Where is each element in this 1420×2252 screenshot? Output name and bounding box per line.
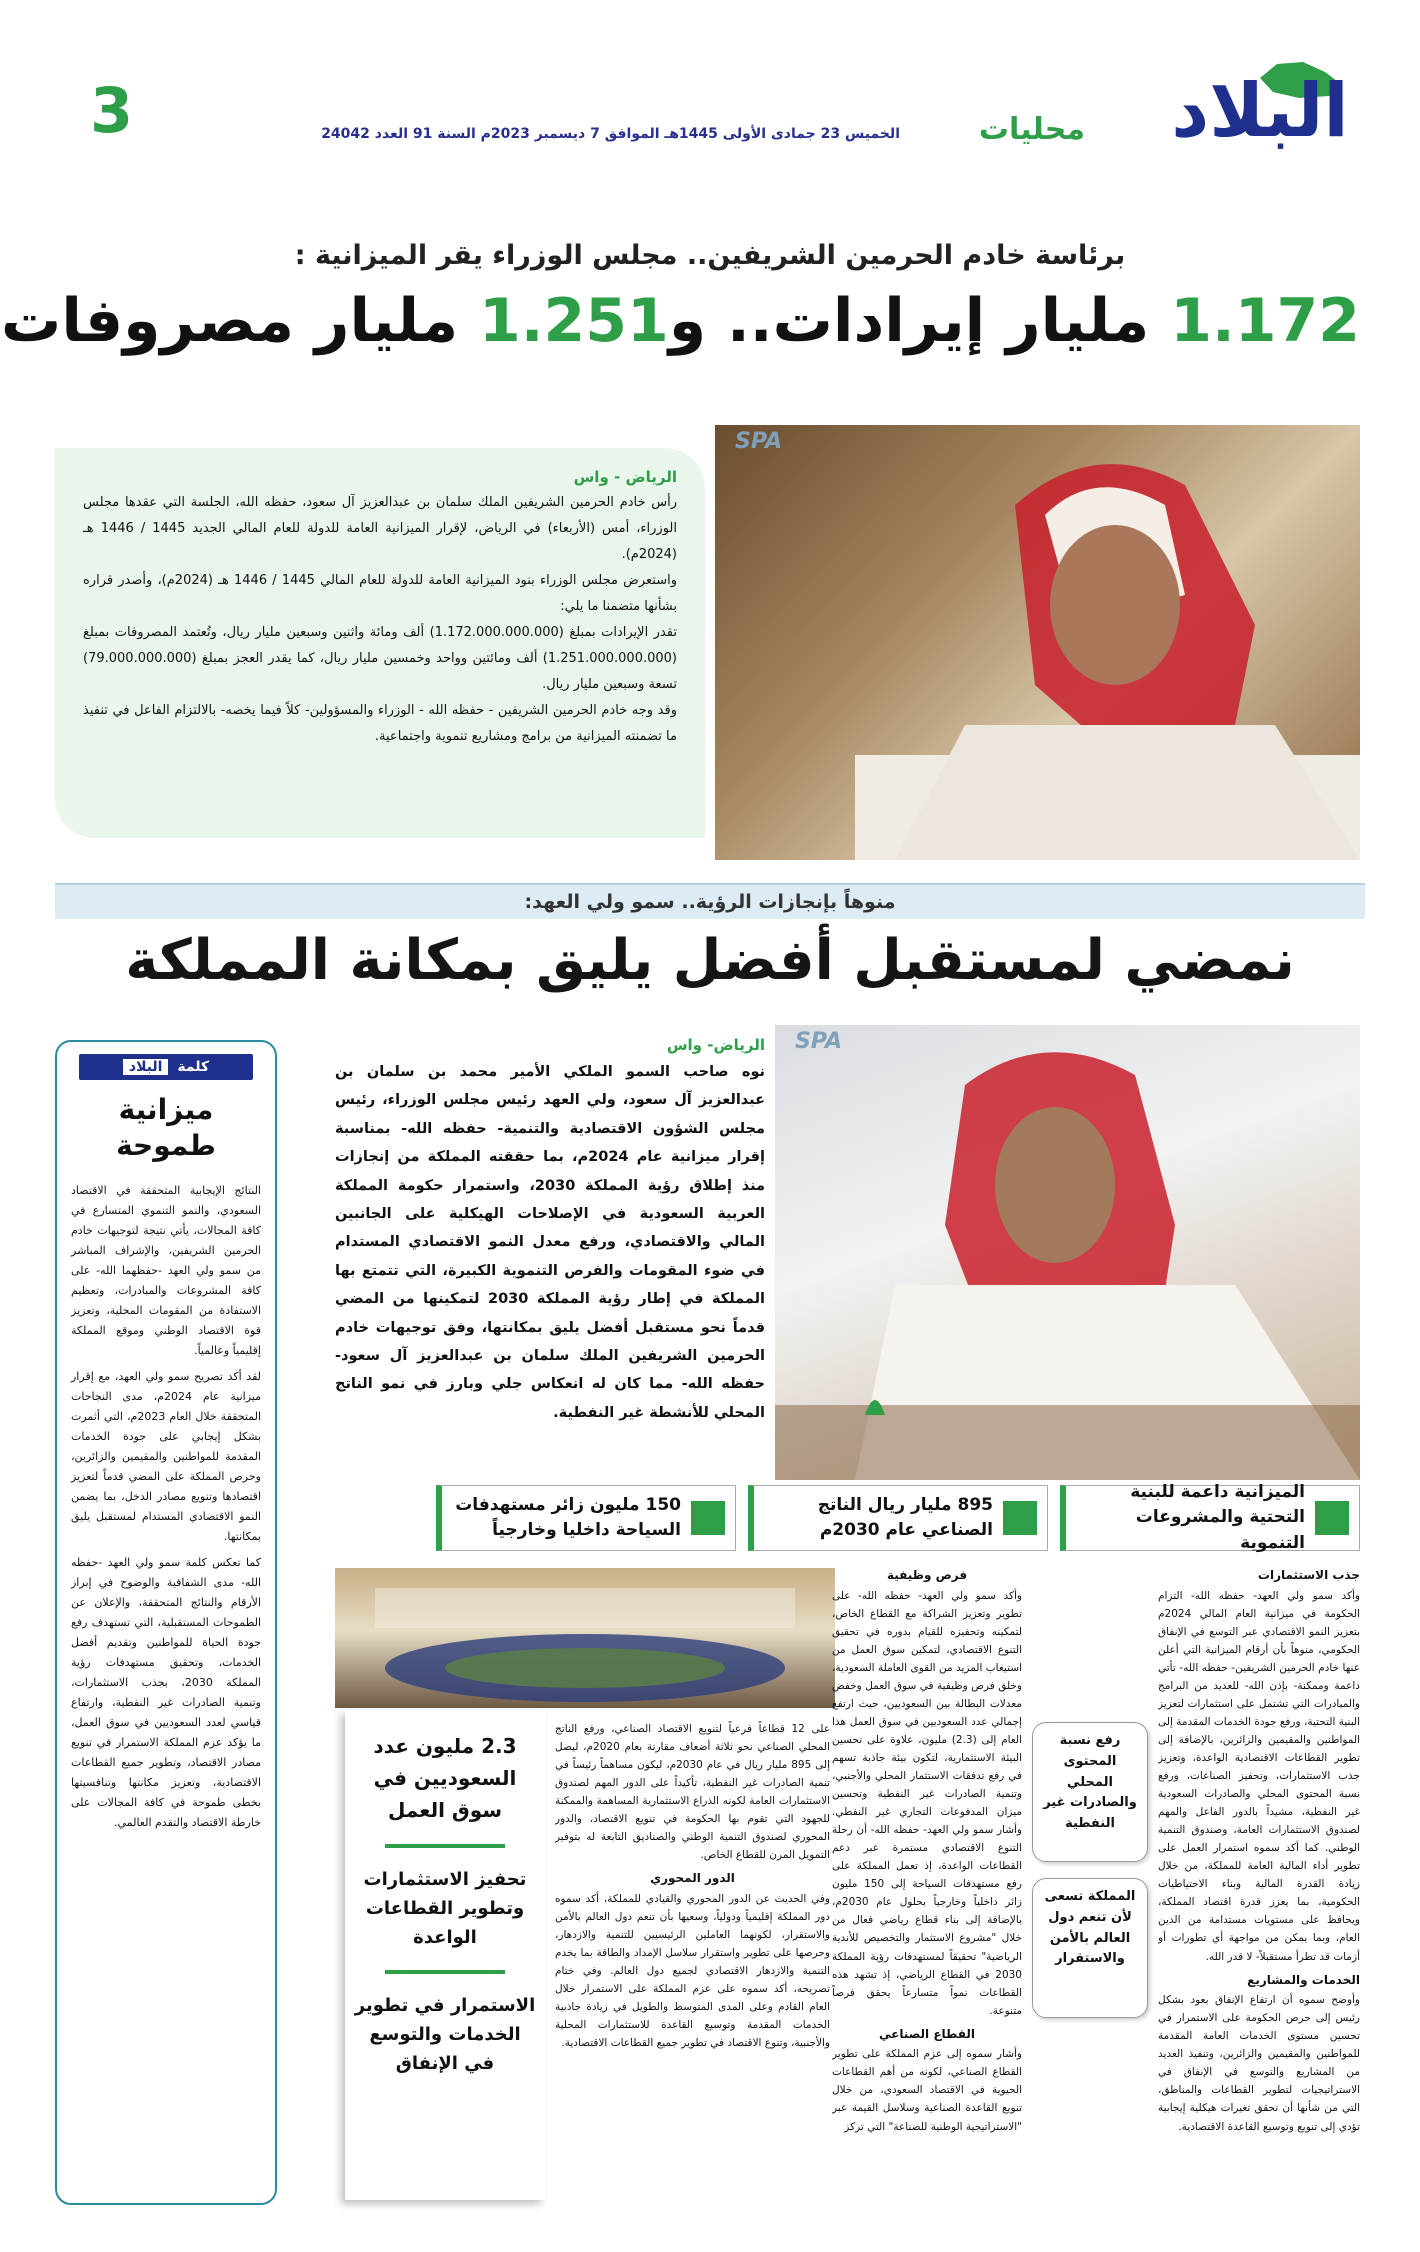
column-heading: الخدمات والمشاريع — [1247, 1972, 1360, 1987]
column-text: على 12 قطاعاً فرعياً لتنويع الاقتصاد الصناعي، ورفع الناتج المحلي الصناعي نحو ثلاثة أضعاف مقارنة بعام 2020م، ليصل إلى 895 مليار ريال في عام 2030م، ليكون مساهماً رئيساً في تنمية الصادرات غير النفطية، تأكيداً على الدور المهم لصندوق الاستثمارات العامة لكونه الذراع الاستثمارية المساهمة والممكنة للجهود التي تقوم بها الحكومة في تنويع الاقتصاد، والدور المحوري لصندوق التنمية الوطني والصناديق التابعة له بتوفير التمويل المرن للقطاع الخاص. — [555, 1723, 830, 1862]
lead-headline — [1, 286, 1360, 356]
masthead — [40, 60, 1385, 170]
column-text: وفي الحديث عن الدور المحوري والقيادي للمملكة، أكد سموه دور المملكة إقليمياً ودولياً، وسعيها بأن تنعم دول العالم بالأمن والاستقرار، لكونهما العاملين الرئيسيين للتنمية والازدهار، وحرصها على تطوير واستقرار سلاسل الإمداد والطاقة بما يخدم التنمية والازدهار الاقتصادي لجميع دول العالم. وفي ختام تصريحه، أكد سموه على عزم المملكة على الاستمرار خلال العام القادم وعلى المدى المتوسط والطويل في زيادة جاذبية الخدمات المقدمة وتوسيع القاعدة للاستثمارات المحلية والأجنبية، وتنوع الاقتصاد في تطوير جميع القطاعات الاقتصادية. — [555, 1892, 830, 2050]
lead-paragraph: تقدر الإيرادات بمبلغ (1.172.000.000.000) ألف ومائة واثنين وسبعين مليار ريال، وتُعتمد المصروفات بمبلغ (1.251.000.000.000) ألف ومائتين وواحد وخمسين مليار ريال، كما يقدر العجز بمبلغ (79.000.000.000) تسعة وسبعين مليار ريال. — [83, 625, 677, 692]
column-text: وأشار سموه إلى عزم المملكة على تطوير القطاع الصناعي، لكونه من أهم القطاعات الحيوية في الاقتصاد السعودي، من خلال تنويع القاعدة الصناعية وسلاسل القيمة عبر "الاستراتيجية الوطنية للصناعة" التي تركز — [832, 2048, 1022, 2133]
divider — [385, 1970, 505, 1974]
lead-kicker: برئاسة خادم الحرمين الشريفين.. مجلس الوزراء يقر الميزانية : — [294, 240, 1126, 271]
highlight-box — [748, 1485, 1048, 1551]
pullquote: الاستمرار في تطوير الخدمات والتوسع في الإنفاق — [354, 1995, 536, 2074]
headline-expense-value: 1.251 — [479, 286, 669, 356]
headline-expense-label: مليار مصروفات — [1, 286, 459, 356]
section-name: محليات — [978, 112, 1085, 147]
side-quote-box — [1032, 1878, 1148, 2018]
crown-prince-photo — [775, 1025, 1360, 1480]
editorial-label-prefix: كلمة — [177, 1059, 210, 1075]
lead-paragraph: رأس خادم الحرمين الشريفين الملك سلمان بن عبدالعزيز آل سعود، حفظه الله، الجلسة التي عقدها مجلس الوزراء، أمس (الأربعاء) في الرياض، لإقرار الميزانية العامة للدولة للعام المالي الجديد 1445 / 1446 هـ (2024م). — [83, 495, 677, 562]
highlight-text: 895 مليار ريال الناتج الصناعي عام 2030م — [817, 1494, 993, 1540]
headline-revenue-value: 1.172 — [1170, 286, 1360, 356]
divider — [385, 1844, 505, 1848]
side-quote: المملكة تسعى لأن تنعم دول العالم بالأمن والاستقرار — [1044, 1889, 1136, 1967]
crown-prince-figure-icon — [775, 1025, 1360, 1480]
cabinet-photo — [335, 1568, 835, 1708]
second-body: نوه صاحب السمو الملكي الأمير محمد بن سلمان بن عبدالعزيز آل سعود، ولي العهد رئيس مجلس الوزراء، رئيس مجلس الشؤون الاقتصادية والتنمية- حفظه الله- بمناسبة إقرار ميزانية عام 2024م، بما حققته المملكة من إنجازات منذ إطلاق رؤية المملكة 2030، واستمرار حكومة المملكة العربية السعودية في الإصلاحات الهيكلية على الجانبين المالي والاقتصادي، ورفع معدل النمو الاقتصادي المستدام في ضوء المقومات والفرص التنموية الكبيرة، التي تتمتع بها المملكة في إطار رؤية المملكة 2030 لتمكينها من المضي قدماً نحو مستقبل أفضل يليق بمكانتها، وفق توجيهات خادم الحرمين الشريفين الملك سلمان بن عبدالعزيز آل سعود- حفظه الله- مما كان له انعكاس جلي وبارز في نمو الناتج المحلي للأنشطة غير النفطية. — [335, 1064, 766, 1421]
king-figure-icon — [715, 425, 1360, 860]
column-text: وأكد سمو ولي العهد- حفظه الله- على تطوير وتعزيز الشراكة مع القطاع الخاص، لتمكينه وتحفيزه للقيام بدوره في تحقيق التنوع الاقتصادي، لتمكين سوق العمل من استيعاب المزيد من القوى العاملة السعودية، وخلق فرص وظيفية في سوق العمل وخفض معدلات البطالة بين السعوديين، حيث ارتفع إجمالي عدد السعوديين في سوق العمل هذا العام إلى (2.3) مليون، علاوة على تحسين البيئة الاستثمارية، لتكون بيئة جاذبة تسهم في رفع تدفقات الاستثمار المحلي والأجنبي، وتنمية الصادرات غير النفطية وتحسين ميزان المدفوعات التجاري غير النفطي. وأشار سمو ولي العهد- حفظه الله- أن رحلة التنوع الاقتصادي مستمرة عبر دعم القطاعات الواعدة، إذ تعمل المملكة على رفع مستهدفات السياحة إلى 150 مليون زائر داخلياً وخارجياً بحلول عام 2030م، بالإضافة إلى بناء قطاع رياضي فعال من خلال "مشروع الاستثمار والتخصيص للأندية الرياضية" تحقيقاً لمستهدفات رؤية المملكة 2030 في القطاع الرياضي، إذ تشهد هذه القطاعات نمواً متسارعاً يحقق فرصاً متنوعة. — [832, 1589, 1022, 2017]
highlight-text: الميزانية داعمة للبنية التحتية والمشروعات التنموية — [1130, 1481, 1305, 1553]
dateline: الخميس 23 جمادى الأولى 1445هـ الموافق 7 ديسمبر 2023م السنة 91 العدد 24042 — [321, 126, 900, 142]
pullquote: 2.3 مليون عدد السعوديين في سوق العمل — [373, 1734, 517, 1822]
column-b — [832, 1565, 1022, 2215]
pullquote: تحفيز الاستثمارات وتطوير القطاعات الواعدة — [363, 1869, 527, 1948]
editorial-box — [55, 1040, 277, 2205]
lead-dateline: الرياض - واس — [573, 468, 677, 486]
lead-paragraph: وقد وجه خادم الحرمين الشريفين - حفظه الله - الوزراء والمسؤولين- كلاً فيما يخصه- بالالتزام الفاعل في تنفيذ ما تضمنته الميزانية من برامج ومشاريع تنموية واجتماعية. — [83, 703, 677, 744]
editorial-paragraph: لقد أكد تصريح سمو ولي العهد، مع إقرار ميزانية عام 2024م، مدى النجاحات المتحققة خلال العام 2023م، التي أثمرت بشكل إيجابي على جودة الخدمات المقدمة للمواطنين والمقيمين والزائرين، وحرص المملكة على المضي قدماً لتعزيز اقتصادها وتنويع مصادر الدخل، بما يضمن النمو الاقتصادي المستدام لمستقبل يليق بمكانتها. — [71, 1369, 262, 1544]
page-number: 3 — [90, 74, 134, 147]
second-kicker-bar — [55, 883, 1365, 919]
column-heading: فرص وظيفية — [886, 1568, 968, 1582]
headline-revenue-label: مليار إيرادات.. و — [668, 286, 1150, 356]
second-dateline: الرياض- واس — [666, 1036, 765, 1054]
lead-paragraph: واستعرض مجلس الوزراء بنود الميزانية العامة للدولة للعام المالي 1445 / 1446 هـ (2024م)، وأصدر قراره بشأنها متضمنا ما يلي: — [83, 573, 677, 614]
photo-badge: SPA — [735, 429, 782, 454]
highlight-box — [1060, 1481, 1360, 1553]
newspaper-logo[interactable] — [1135, 60, 1385, 170]
second-headline: نمضي لمستقبل أفضل يليق بمكانة المملكة — [125, 928, 1295, 993]
editorial-paragraph: كما تعكس كلمة سمو ولي العهد -حفظه الله- مدى الشفافية والوضوح في إبراز الأرقام والنتائج المتحققة، والإعلان عن الطموحات المستقبلية، التي تستهدف رفع جودة الحياة للمواطنين وتقديم أفضل الخدمات، وتحقيق مستهدفات رؤية المملكة 2030، بجذب الاستثمارات، وتنمية الصادرات غير النفطية، وارتفاع قياسي لعدد السعوديين في سوق العمل، ما يؤكد عزم المملكة الاستمرار في تنويع مصادر الاقتصاد، وتطوير جميع القطاعات الاقتصادية، وتعزيز مكانتها وتنافسيتها بخطى طموحة في كافة المجالات على خارطة الاقتصاد والتقدم العالمي. — [71, 1556, 261, 1830]
editorial-paragraph: النتائج الإيجابية المتحققة في الاقتصاد السعودي، والنمو التنموي المتسارع في كافة المجالات، يأتي نتيجة لتوجيهات خادم الحرمين الشريفين، والإشراف المباشر من سمو ولي العهد -حفظهما الله- على كافة المشروعات والمبادرات، وتعظيم الاستفادة من المقومات المحلية، وتعزيز قوة الاقتصاد الوطني وموقع المملكة إقليمياً وعالمياً. — [71, 1183, 261, 1357]
editorial-title: ميزانية طموحة — [116, 1093, 216, 1163]
editorial-label-logo: البلاد — [123, 1059, 169, 1075]
column-c — [555, 1720, 830, 2215]
column-text: وأوضح سموه أن ارتفاع الإنفاق بعود بشكل رئيس إلى حرص الحكومة على الاستمرار في تحسين مستوى الخدمات العامة المقدمة للمواطنين والمقيمين والزائرين، وتنفيذ العديد من المشاريع والتوسع في الإنفاق في الاستراتيجيات لتطوير القطاعات والمناطق، التي من شأنها أن تحقق تغيرات هيكلية إيجابية تؤدي إلى تنويع وتوسيع القاعدة الاقتصادية. — [1158, 1994, 1360, 2133]
side-quote: رفع نسبة المحتوى المحلي والصادرات غير النفطية — [1043, 1733, 1137, 1832]
second-story-text — [335, 1036, 765, 1466]
side-quote-box — [1032, 1722, 1148, 1862]
square-bullet-icon — [691, 1501, 725, 1535]
square-bullet-icon — [1003, 1501, 1037, 1535]
square-bullet-icon — [1315, 1501, 1349, 1535]
highlight-box — [436, 1485, 736, 1551]
photo-badge: SPA — [795, 1029, 842, 1054]
column-text: وأكد سمو ولي العهد- حفظه الله- التزام الحكومة في ميزانية العام المالي 2024م بتعزيز النمو الاقتصادي عبر التوسع في الإنفاق الحكومي، منوهاً بأن أرقام الميزانية التي أعلن عنها خادم الحرمين الشريفين- حفظه الله- تأتي داعمة وممكنة- بإذن الله- للعديد من البرامج والمبادرات التي تشتمل على استثمارات لتعزيز البنية التحتية، ورفع جودة الخدمات المقدمة إلى المواطنين والمقيمين والزائرين، بالإضافة إلى تطوير القطاعات الاقتصادية الواعدة، وتعزيز جذب الاستثمارات، وتحفيز الصناعات، ورفع نسبة المحتوى المحلي والصادرات السعودية غير النفطية، مشيداً بالدور الفاعل والمهم لصندوق الاستثمارات العامة، وصندوق التنمية الوطني. كما أكد سموه استمرار العمل على تطوير أداء المالية العامة للمملكة، من خلال زيادة القدرة المالية وبناء الاحتياطيات الحكومية، بما يعزز قدرة اقتصاد المملكة، ويحافظ على مستويات مستدامة من الدين العام، وبما يمكن من مواجهة أي تطورات أو أزمات قد تطرأ مستقبلاً- لا قدر الله. — [1158, 1589, 1360, 1963]
pullquote-column — [345, 1710, 545, 2200]
column-heading: الدور المحوري — [650, 1871, 735, 1886]
editorial-label — [79, 1054, 253, 1080]
highlight-text: 150 مليون زائر مستهدفات السياحة داخليا وخارجياً — [455, 1494, 681, 1540]
second-kicker: منوهاً بإنجازات الرؤية.. سمو ولي العهد: — [524, 891, 896, 913]
column-heading: جذب الاستثمارات — [1257, 1568, 1360, 1582]
logo-text: البلاد — [1171, 68, 1349, 154]
lead-text-box — [55, 448, 705, 838]
meeting-table-icon — [335, 1568, 835, 1708]
column-a — [1158, 1565, 1360, 2215]
column-heading: القطاع الصناعي — [878, 2026, 975, 2041]
king-photo — [715, 425, 1360, 860]
